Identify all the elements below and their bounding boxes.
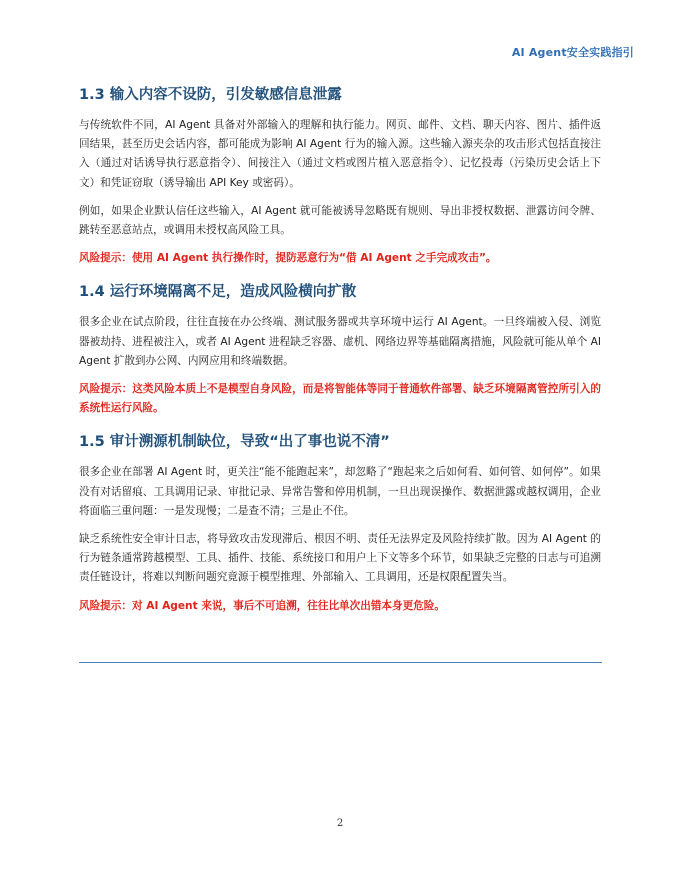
- risk-warning: 风险提示：这类风险本质上不是模型自身风险，而是将智能体等同于普通软件部署、缺乏环境隔离管控所引入的系统性运行风险。: [79, 383, 601, 415]
- running-header-title: AI Agent安全实践指引: [511, 46, 634, 59]
- section-1-5: [79, 431, 601, 615]
- body-paragraph: 很多企业在部署 AI Agent 时，更关注“能不能跑起来”，却忽略了“跑起来之后如何看、如何管、如何停”。如果没有对话留痕、工具调用记录、审批记录、异常告警和停用机制，一旦出现误操作、数据泄露或越权调用，企业将面临三重问题：一是发现慢；二是查不清；三是止不住。: [79, 466, 601, 517]
- section-1-4: [79, 281, 601, 418]
- page-content: [79, 84, 601, 625]
- risk-warning: 风险提示：对 AI Agent 来说，事后不可追溯，往往比单次出错本身更危险。: [79, 599, 445, 612]
- risk-warning: 风险提示：使用 AI Agent 执行操作时，提防恶意行为“借 AI Agent 之手完成攻击”。: [79, 252, 497, 265]
- body-paragraph: 例如，如果企业默认信任这些输入，AI Agent 就可能被诱导忽略既有规则、导出非授权数据、泄露访问令牌、跳转至恶意站点，或调用未授权高风险工具。: [79, 204, 601, 237]
- section-heading: 1.5 审计溯源机制缺位，导致“出了事也说不清”: [79, 434, 390, 451]
- footer-divider: [79, 662, 602, 663]
- section-heading: 1.3 输入内容不设防，引发敏感信息泄露: [79, 87, 342, 103]
- body-paragraph: 很多企业在试点阶段，往往直接在办公终端、测试服务器或共享环境中运行 AI Agent。一旦终端被入侵、浏览器被劫持、进程被注入，或者 AI Agent 进程缺乏容器、虚机、网络边界等基础隔离措施，风险就可能从单个 AI Agent 扩散到办公网、内网应用和终端数据。: [79, 316, 601, 367]
- section-1-3: [79, 84, 601, 268]
- body-paragraph: 缺乏系统性安全审计日志，将导致攻击发现滞后、根因不明、责任无法界定及风险持续扩散。因为 AI Agent 的行为链条通常跨越模型、工具、插件、技能、系统接口和用户上下文等多个环节，如果缺乏完整的日志与可追溯责任链设计，将难以判断问题究竟源于模型推理、外部输入、工具调用，还是权限配置失当。: [79, 533, 601, 584]
- page-number: 2: [336, 818, 344, 829]
- section-heading: 1.4 运行环境隔离不足，造成风险横向扩散: [79, 284, 357, 301]
- body-paragraph: 与传统软件不同，AI Agent 具备对外部输入的理解和执行能力。网页、邮件、文档、聊天内容、图片、插件返回结果，甚至历史会话内容，都可能成为影响 AI Agent 行为的输入源。这些输入源夹杂的攻击形式包括直接注入（通过对话诱导执行恶意指令）、间接注入（通过文档或图片植入恶意指令）、记忆投毒（污染历史会话上下文）和凭证窃取（诱导输出 API Key 或密码）。: [79, 119, 601, 189]
